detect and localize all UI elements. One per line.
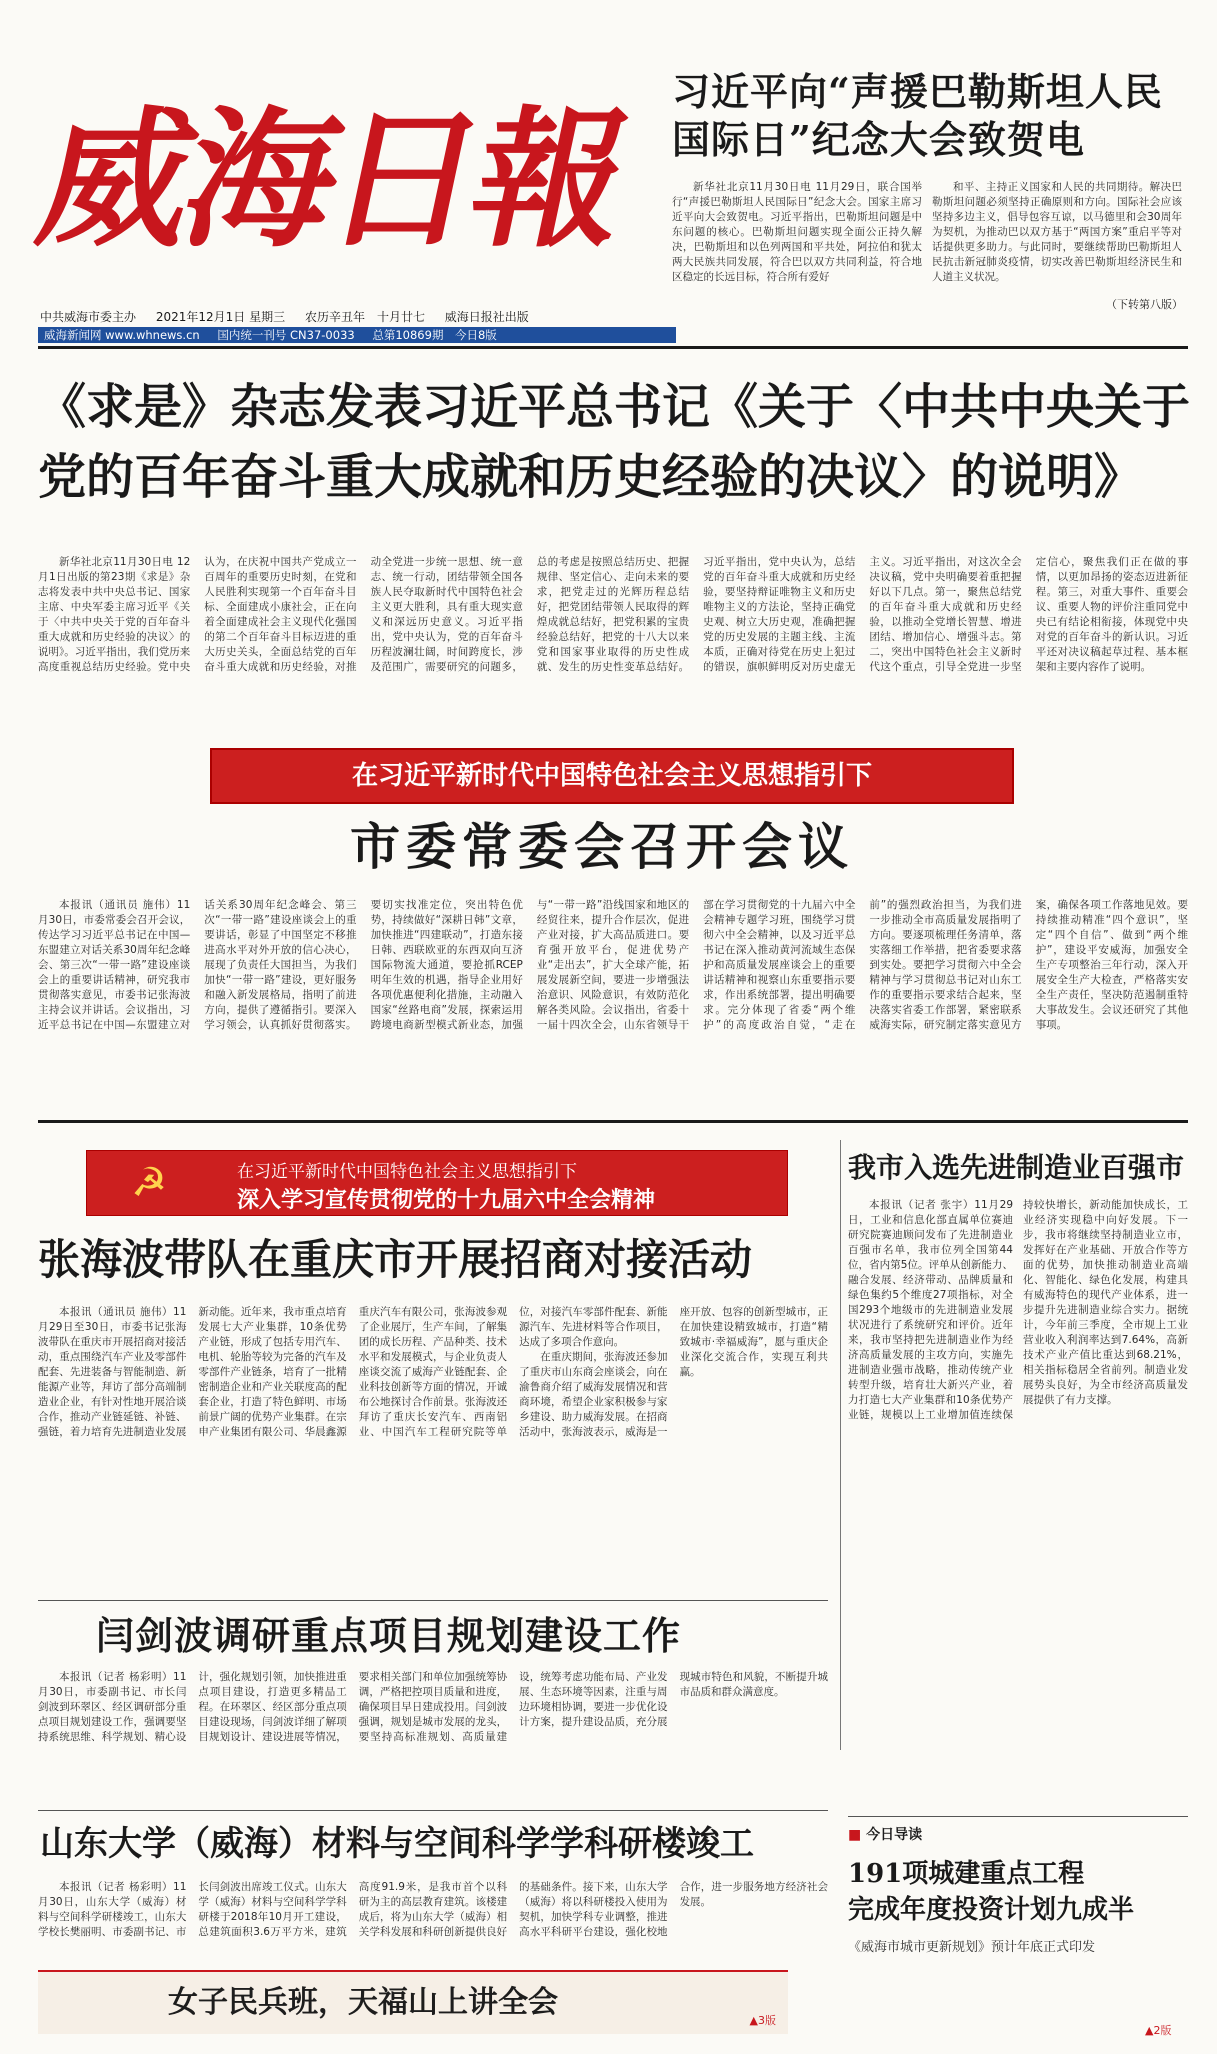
top-story-title[interactable]: 习近平向“声援巴勒斯坦人民 国际日”纪念大会致贺电 (672, 69, 1163, 162)
issue-number: 总第10869期 今日8版 (372, 328, 497, 342)
story4-title[interactable]: 我市入选先进制造业百强市 (848, 1151, 1185, 1184)
section-divider (38, 1120, 1188, 1123)
masthead-bar (38, 327, 676, 343)
cn-number: 国内统一刊号 CN37-0033 (217, 328, 355, 342)
party-banner: ☭ 在习近平新时代中国特色社会主义思想指引下 深入学习宣传贯彻党的十九届六中全会精神 (86, 1150, 788, 1216)
divider-story6 (38, 1810, 828, 1811)
story6-body: 本报讯（记者 杨彩明）11月30日，山东大学（威海）材料与空间科学研楼竣工，山东大学校长樊丽明、市委副书记、市长闫剑波出席竣工仪式。山东大学（威海）材料与空间科学学科研楼于2018年10月开工建设，总建筑面积3.6万平方米，建筑高度91.9米，是我市首个以科研为主的高层教育建筑。该楼建成后，将为山东大学（威海）相关学科发展和科研创新提供良好的基础条件。接下来，山东大学（威海）将以科研楼投入使用为契机，加快学科专业调整，推进高水平科研平台建设，强化校地合作，进一步服务地方经济社会发展。 (38, 1881, 828, 1938)
story5-title[interactable]: 闫剑波调研重点项目规划建设工作 (96, 1613, 682, 1658)
footer-story-box[interactable] (38, 1970, 788, 2034)
masthead-logo (18, 70, 707, 300)
masthead-info (40, 308, 545, 325)
story6-title[interactable]: 山东大学（威海）材料与空间科学学科研楼竣工 (40, 1824, 754, 1864)
right-column-divider (840, 1140, 841, 1750)
lead-story-body: 新华社北京11月30日电 12月1日出版的第23期《求是》杂志将发表中共中央总书记、国家主席、中央军委主席习近平《关于〈中共中央关于党的百年奋斗重大成就和历史经验的决议〉的说明》。习近平指出，我们党历来高度重视总结历史经验。党中央认为，在庆祝中国共产党成立一百周年的重要历史时刻，在党和人民胜利实现第一个百年奋斗目标、全面建成小康社会，正在向着全面建成社会主义现代化强国的第二个百年奋斗目标迈进的重大历史关头，全面总结党的百年奋斗重大成就和历史经验，对推动全党进一步统一思想、统一意志、统一行动，团结带领全国各族人民夺取新时代中国特色社会主义更大胜利，具有重大现实意义和深远历史意义。习近平指出，党中央认为，党的百年奋斗历程波澜壮阔，时间跨度长，涉及范围广，需要研究的问题多，总的考虑是按照总结历史、把握规律、坚定信心、走向未来的要求，把党走过的光辉历程总结好，把党团结带领人民取得的辉煌成就总结好，把党积累的宝贵经验总结好，把党的十八大以来党和国家事业取得的历史性成就、发生的历史性变革总结好。习近平指出，党中央认为，总结党的百年奋斗重大成就和历史经验，要坚持辩证唯物主义和历史唯物主义的方法论，坚持正确党史观、树立大历史观，准确把握党的历史发展的主题主线、主流本质，正确对待党在历史上犯过的错误，旗帜鲜明反对历史虚无主义。习近平指出，对这次全会决议稿，党中央明确要着重把握好以下几点。第一，聚焦总结党的百年奋斗重大成就和历史经验，以推动全党增长智慧、增进团结、增加信心、增强斗志。第二，突出中国特色社会主义新时代这个重点，引导全党进一步坚定信心，聚焦我们正在做的事情，以更加昂扬的姿态迈进新征程。第三，对重大事件、重要会议、重要人物的评价注重同党中央已有结论相衔接，体现党中央对党的百年奋斗的新认识。习近平还对决议稿起草过程、基本框架和主要内容作了说明。 (38, 556, 1188, 673)
story3-body: 本报讯（通讯员 施伟）11月29日至30日，市委书记张海波带队在重庆市开展招商对接活动，重点围绕汽车产业及零部件配套、先进装备与智能制造、新能源产业等，拜访了部分高端制造业企业，有针对性地开展洽谈合作，推动产业链延链、补链、强链，着力培育先进制造业发展新动能。近年来，我市重点培育发展七大产业集群，10条优势产业链，形成了包括专用汽车、电机、轮胎等较为完备的汽车及零部件产业链条，培育了一批精密制造企业和产业关联度高的配套企业，打造了特色鲜明、市场前景广阔的优势产业集群。在宗申产业集团有限公司、华晨鑫源重庆汽车有限公司，张海波参观了企业展厅，生产车间，了解集团的成长历程、产品种类、技术水平和发展模式，与企业负责人座谈交流了威海产业链配套、企业科技创新等方面的情况，开诚布公地探讨合作前景。张海波还拜访了重庆长安汽车、西南铝业、中国汽车工程研究院等单位，对接汽车零部件配套、新能源汽车、先进材料等合作项目，达成了多项合作意向。 在重庆期间，张海波还参加了重庆市山东商会座谈会，向在渝鲁商介绍了威海发展情况和营商环境，希望企业家积极参与家乡建设、助力威海发展。在招商活动中，张海波表示，威海是一座开放、包容的创新型城市，正在加快建设精致城市，打造“精致城市·幸福威海”，愿与重庆企业深化交流合作，实现互利共赢。 (38, 1306, 828, 1438)
guide-subtitle: 《威海市城市更新规划》预计年底正式印发 (848, 1940, 1096, 1955)
theme-banner: 在习近平新时代中国特色社会主义思想指引下 (210, 748, 1014, 804)
website-link[interactable]: 威海新闻网 www.whnews.cn (44, 328, 200, 342)
top-story-body: 新华社北京11月30日电 11月29日，联合国举行“声援巴勒斯坦人民国际日”纪念大会。国家主席习近平向大会致贺电。习近平指出，巴勒斯坦问题是中东问题的核心。巴勒斯坦问题实现全面公正持久解决，巴勒斯坦和以色列两国和平共处，阿拉伯和犹太两大民族共同发展，符合巴以双方共同利益，符合地区稳定的长远目标，符合所有爱好 和平、主持正义国家和人民的共同期待。解决巴勒斯坦问题必须坚持正确原则和方向。国际社会应该坚持多边主义，倡导包容互谅，以马德里和会30周年为契机，为推动巴以双方基于“两国方案”重启平等对话提供更多助力。与此同时，要继续帮助巴勒斯坦人民抗击新冠肺炎疫情，切实改善巴勒斯坦经济民生和人道主义状况。 (672, 181, 1182, 283)
lunar-date: 农历辛丑年 十月廿七 (304, 310, 425, 324)
footer-page-ref: ▲3版 (749, 2014, 776, 2027)
guide-label: ■ 今日导读 (848, 1827, 923, 1843)
story3-title[interactable]: 张海波带队在重庆市开展招商对接活动 (38, 1235, 753, 1284)
date: 2021年12月1日 星期三 (155, 310, 286, 324)
continued-label[interactable]: （下转第八版） (1106, 298, 1183, 311)
guide-marker-icon: ■ (848, 1827, 862, 1843)
party-emblem-icon: ☭ (131, 1160, 167, 1206)
story2-body: 本报讯（通讯员 施伟）11月30日，市委常委会召开会议，传达学习习近平总书记在中国—东盟建立对话关系30周年纪念峰会、第三次“一带一路”建设座谈会上的重要讲话精神，研究我市贯彻落实意见，市委书记张海波主持会议并讲话。会议指出，习近平总书记在中国—东盟建立对话关系30周年纪念峰会、第三次“一带一路”建设座谈会上的重要讲话，彰显了中国坚定不移推进高水平对外开放的信心决心，展现了负责任大国担当，为我们加快“一带一路”建设，更好服务和融入新发展格局，指明了前进方向，提供了遵循指引。要深入学习领会，认真抓好贯彻落实。要切实找准定位，突出特色优势，持续做好“深耕日韩”文章，加快推进“四建联动”，打造东接日韩、西联欧亚的东西双向互济国际物流大通道，要抢抓RCEP明年生效的机遇，指导企业用好各项优惠便利化措施，主动融入国家“丝路电商”发展，探索运用跨境电商新型模式新业态，加强与“一带一路”沿线国家和地区的经贸往来，提升合作层次，促进产业对接，扩大高品质进口。要育强开放平台，促进优势产业“走出去”，扩大全球产能，拓展发展新空间，要进一步增强法治意识、风险意识，有效防范化解各类风险。会议指出，省委十一届十四次全会，山东省领导干部在学习贯彻党的十九届六中全会精神专题学习班，围绕学习贯彻六中全会精神，以及习近平总书记在深入推动黄河流域生态保护和高质量发展座谈会上的重要讲话精神和视察山东重要指示要求，作出系统部署，提出明确要求。完分体现了省委“两个维护”的高度政治自觉，“走在前”的强烈政治担当，为我们进一步推动全市高质量发展指明了方向。要逐项梳理任务清单，落实落细工作举措，把省委要求落到实处。要把学习贯彻六中全会精神与学习贯彻总书记对山东工作的重要指示要求结合起来，坚决落实省委工作部署，紧密联系威海实际，研究制定落实意见方案，确保各项工作落地见效。要持续推动精准“四个意识”，坚定“四个自信”、做到“两个维护”，建设平安威海，加强安全生产专项整治三年行动，深入开展安全生产大检查，严格落实安全生产责任，坚决防范遏制重特大事故发生。会议还研究了其他事项。 (38, 899, 1188, 1031)
story4-body: 本报讯（记者 张宇）11月29日，工业和信息化部直属单位赛迪研究院赛迪顾问发布了先进制造业百强市名单，我市位列全国第44位，省内第5位。评单从创新能力、融合发展、经济带动、品牌质量和绿色集约5个维度27项指标，对全国293个地级市的先进制造业发展状况进行了系统研究和评价。近年来，我市坚持把先进制造业作为经济高质量发展的主攻方向，实施先进制造业强市战略，推动传统产业转型升级，培育壮大新兴产业，着力打造七大产业集群和10条优势产业链，规模以上工业增加值连续保持较快增长，新动能加快成长，工业经济实现稳中向好发展。下一步，我市将继续坚持制造业立市，发挥好在产业基础、开放合作等方面的优势，加快推动制造业高端化、智能化、绿色化发展，构建具有威海特色的现代产业体系，进一步提升先进制造业综合实力。据统计，今年前三季度，全市规上工业营业收入利润率达到7.64%，高新技术产业产值比重达到68.21%，相关指标稳居全省前列。制造业发展势头良好，为全市经济高质量发展提供了有力支撑。 (848, 1199, 1188, 1421)
footer-story-title: 女子民兵班，天福山上讲全会 (168, 1985, 558, 2020)
divider-guide (848, 1816, 1188, 1817)
masthead-divider (38, 346, 1188, 349)
newspaper-name: 威海日報 (24, 92, 639, 268)
story5-body: 本报讯（记者 杨彩明）11月30日，市委副书记、市长闫剑波到环翠区、经区调研部分重点项目规划建设工作，强调要坚持系统思维、科学规划、精心设计，强化规划引领，加快推进重点项目建设，打造更多精品工程。在环翠区、经区部分重点项目建设现场，闫剑波详细了解项目规划设计、建设进展等情况，要求相关部门和单位加强统筹协调，严格把控项目质量和进度，确保项目早日建成投用。闫剑波强调，规划是城市发展的龙头，要坚持高标准规划、高质量建设，统筹考虑功能布局、产业发展、生态环境等因素，注重与周边环境相协调，要进一步优化设计方案，提升建设品质，充分展现城市特色和风貌，不断提升城市品质和群众满意度。 (38, 1671, 828, 1743)
publisher: 中共威海市委主办 (40, 310, 137, 324)
lead-story-title[interactable]: 《求是》杂志发表习近平总书记《关于〈中共中央关于 党的百年奋斗重大成就和历史经验的决议〉的说明》 (38, 379, 1191, 505)
story2-title[interactable]: 市委常委会召开会议 (350, 817, 854, 876)
guide-title[interactable]: 191项城建重点工程 完成年度投资计划九成半 (848, 1859, 1135, 1925)
divider-story5 (38, 1600, 828, 1601)
press: 威海日报社出版 (444, 310, 529, 324)
guide-page-ref[interactable]: ▲2版 (1145, 2024, 1172, 2037)
